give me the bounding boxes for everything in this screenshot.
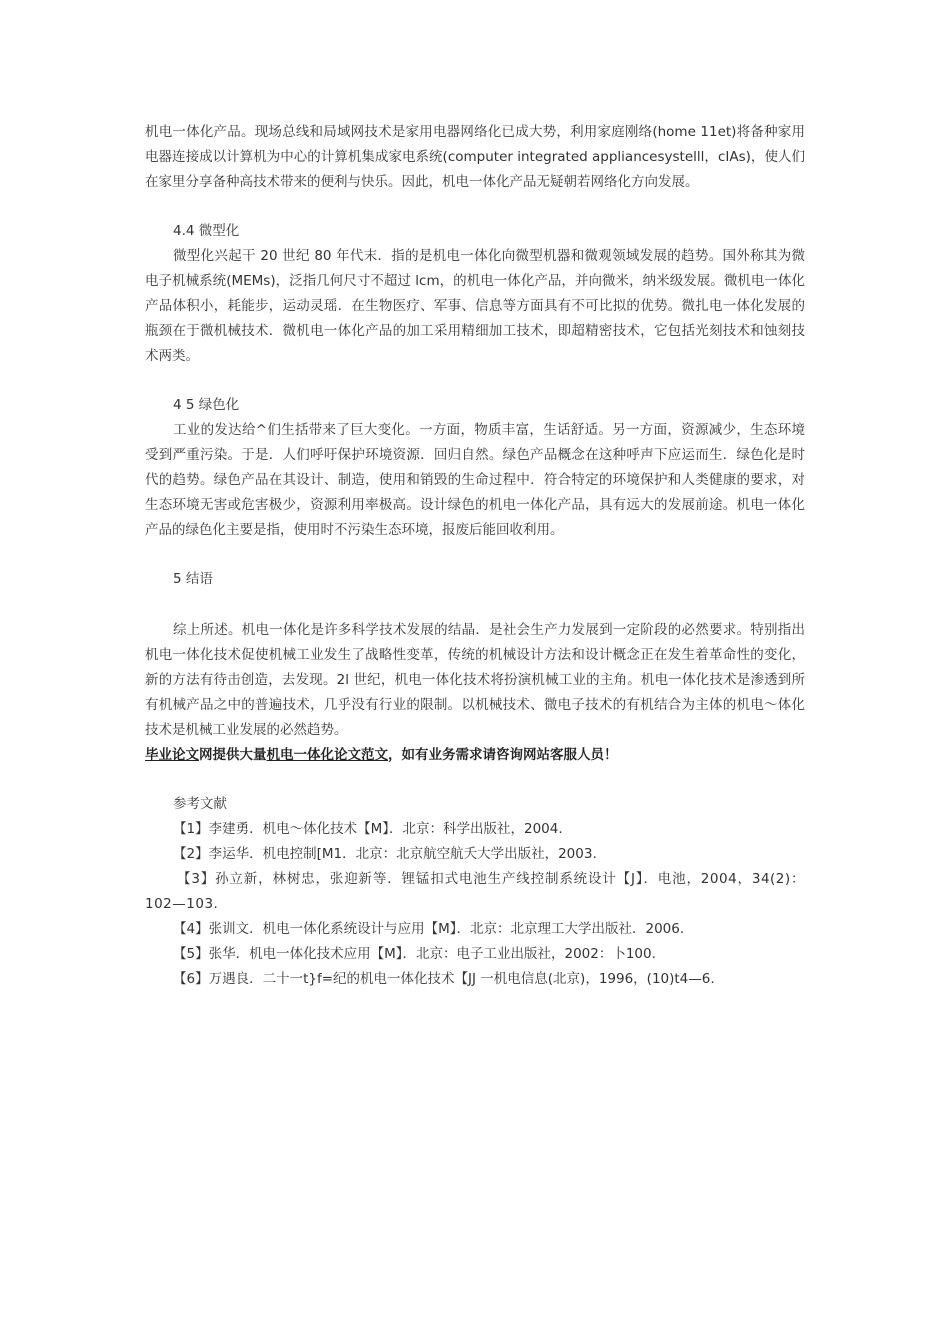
promo-text-1: 网提供大量 [199,747,267,763]
promo-text-2: ，如有业务需求请咨询网站客服人员！ [388,747,618,763]
document-page [145,120,805,992]
section-heading-4-5: 4 5 绿色化 [173,397,240,413]
section-heading-4-4: 4.4 微型化 [173,223,240,239]
reference-item: 【1】李建勇．机电～体化技术【M】．北京：科学出版社，2004. [173,821,563,837]
references-heading: 参考文献 [173,796,227,812]
reference-item: 【4】张训文．机电一体化系统设计与应用【M】．北京：北京理工大学出版社．2006. [173,921,685,937]
mechatronics-essay-link[interactable]: 机电一体化论文范文 [266,747,388,763]
section-heading-5: 5 结语 [173,571,213,587]
promo-line [145,743,805,768]
reference-item: 【6】万遇良．二十一t}f=纪的机电一体化技术【JJ 一机电信息(北京)，1996，(10)t4—6. [173,971,715,987]
paragraph-conclusion: 综上所述。机电一体化是许多科学技术发展的结晶．是社会生产力发展到一定阶段的必然要求。特别指出机电一体化技术促使机械工业发生了战略性变革，传统的机械设计方法和设计概念正在发生着革命性的变化，新的方法有待击创造，去发现。2l 世纪，机电一体化技术将扮演机械工业的主角。机电一体化技术是渗透到所有机械产品之中的普遍技术，几乎没有行业的限制。以机械技术、微电子技术的有机结合为主体的机电～体化技术是机械工业发展的必然趋势。 [145,622,805,738]
reference-item: 【5】张华．机电一体化技术应用【M】．北京：电子工业出版社，2002：卜100. [173,946,656,962]
reference-item: 【3】孙立新，林树忠，张迎新等．锂锰扣式电池生产线控制系统设计【J】．电池，2004，34(2)：102—103. [145,871,805,912]
paragraph-networking: 机电一体化产品。现场总线和局域网技术是家用电器网络化已成大势，利用家庭刚络(home 11et)将备种家用电器连接成以计算机为中心的计算机集成家电系统(computer integrated appliancesystelll，cIAs)，使人们在家里分享备种高技术带来的便利与快乐。因此，机电一体化产品无疑朝若网络化方向发展。 [145,124,805,190]
paragraph-miniaturization: 微型化兴起干 20 世纪 80 年代末．指的是机电一体化向微型机器和微观领域发展的趋势。国外称其为微电子机械系统(MEMs)，泛指几何尺寸不超过 lcm，的机电一体化产品，并向微米，纳米级发展。微机电一体化产品体积小，耗能步，运动灵瑶．在生物医疗、军事、信息等方面具有不可比拟的优势。微扎电一体化发展的瓶颈在于微机械技术．微机电一体化产品的加工采用精细加工技术，即超精密技术，它包括光刻技术和蚀刻技术两类。 [145,248,805,364]
paragraph-green: 工业的发达给^们生括带来了巨大变化。一方面，物质丰富，生话舒适。另一方面，资源减少，生态环境受到严重污染。于是．人们呼吁保护环境资源．回归自然。绿色产品概念在这种呼声下应运而生．绿色化是时代的趋势。绿色产品在其设计、制造，使用和销毁的生命过程中．符合特定的环境保护和人类健康的要求，对生态环境无害或危害极少，资源利用率极高。设计绿色的机电一体化产品，具有远大的发展前途。机电一体化产品的绿色化主要是指，使用时不污染生态环境，报废后能回收利用。 [145,422,805,538]
thesis-link[interactable]: 毕业论文 [145,747,199,763]
reference-item: 【2】李运华．机电控制[M1．北京：北京航空航夭大学出版社，2003. [173,846,597,862]
